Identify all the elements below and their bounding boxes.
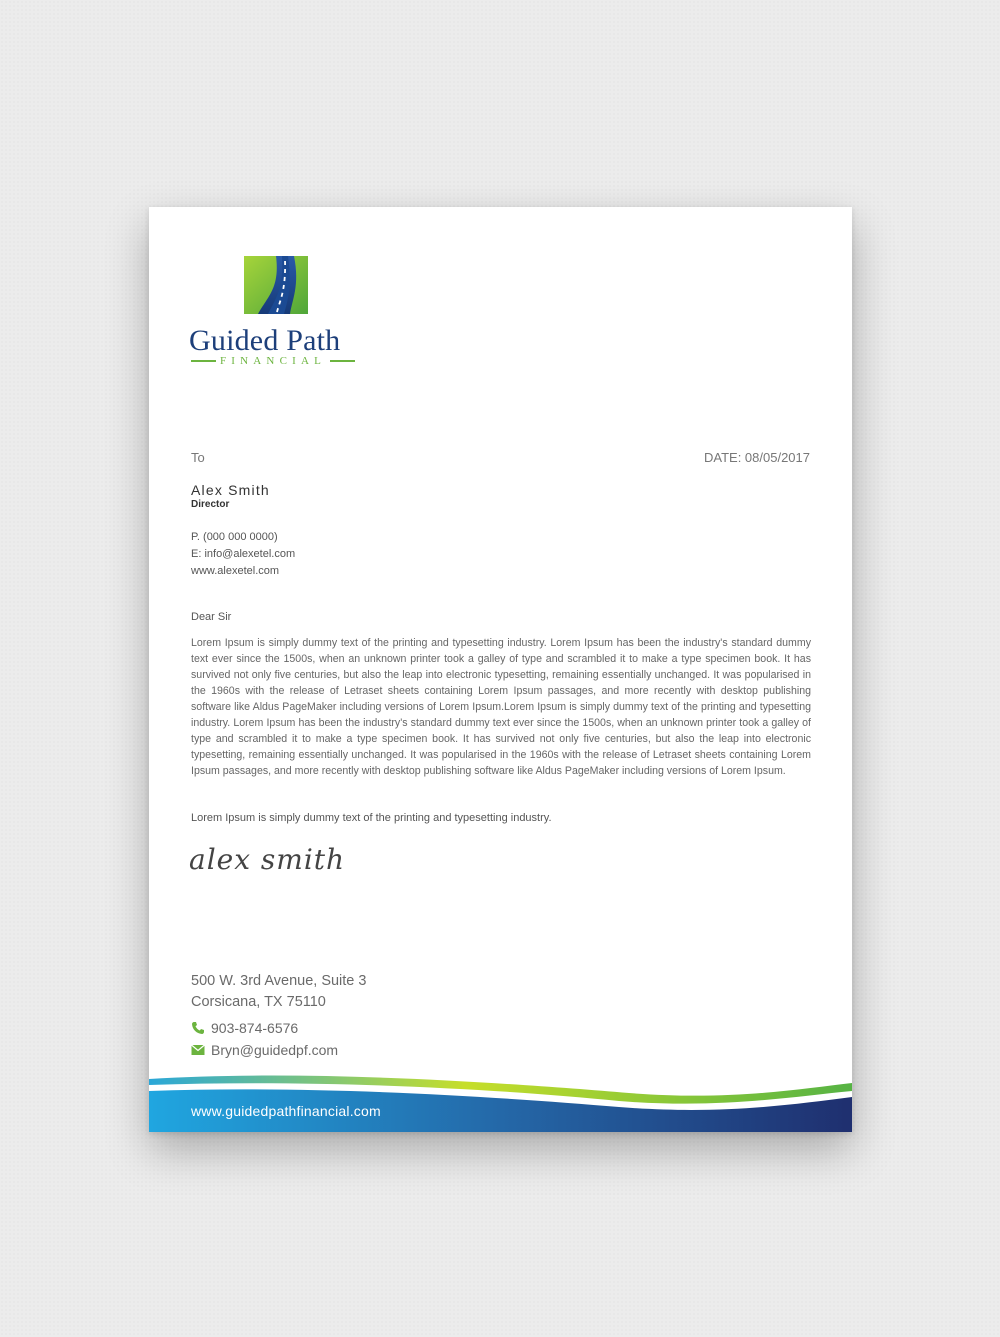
footer-address	[191, 971, 366, 1013]
letter-body: Lorem Ipsum is simply dummy text of the printing and typesetting industry. Lorem Ipsum has been the industry's standard dummy text ever since the 1500s, when an unknown printer took a galley of type and scrambled it to make a type specimen book. It has survived not only five centuries, but also the leap into electronic typesetting, remaining essentially unchanged. It was popularised in the 1960s with the release of Letraset sheets containing Lorem Ipsum passages, and more recently with desktop publishing software like Aldus PageMaker including versions of Lorem Ipsum.Lorem Ipsum is simply dummy text of the printing and typesetting industry. Lorem Ipsum has been the industry's standard dummy text ever since the 1500s, when an unknown printer took a galley of type and scrambled it to make a type specimen book. It has survived not only five centuries, but also the leap into electronic typesetting, remaining essentially unchanged. It was popularised in the 1960s with the release of Letraset sheets containing Lorem Ipsum passages, and more recently with desktop publishing software like Aldus PageMaker including versions of Lorem Ipsum.	[191, 637, 811, 777]
letter-date: DATE: 08/05/2017	[704, 450, 810, 465]
letter-closing: Lorem Ipsum is simply dummy text of the printing and typesetting industry.	[191, 812, 552, 824]
road-path-icon	[244, 252, 308, 316]
address-line-1: 500 W. 3rd Avenue, Suite 3	[191, 973, 367, 989]
recipient-title: Director	[191, 499, 230, 510]
signature: alex smith	[189, 843, 346, 876]
footer-phone-text: 903-874-6576	[211, 1020, 299, 1036]
envelope-icon	[191, 1044, 205, 1056]
address-line-2: Corsicana, TX 75110	[191, 994, 326, 1010]
phone-icon	[191, 1021, 205, 1035]
recipient-contact	[191, 529, 295, 580]
footer-wave	[149, 1067, 852, 1132]
footer-email	[191, 1042, 338, 1058]
recipient-phone: P. (000 000 0000)	[191, 531, 278, 543]
recipient-name: Alex Smith	[191, 482, 270, 498]
company-name: Guided Path	[189, 324, 341, 357]
company-logo	[189, 252, 359, 372]
company-subtitle	[191, 355, 355, 367]
recipient-website: www.alexetel.com	[191, 565, 280, 577]
salutation: Dear Sir	[191, 611, 232, 623]
footer-phone	[191, 1020, 298, 1036]
letterhead-sheet	[149, 207, 852, 1132]
footer-email-text: Bryn@guidedpf.com	[211, 1042, 339, 1058]
to-label: To	[191, 450, 205, 465]
footer-website[interactable]: www.guidedpathfinancial.com	[191, 1103, 381, 1119]
recipient-email: E: info@alexetel.com	[191, 548, 296, 560]
company-subtitle-text: FINANCIAL	[219, 355, 327, 367]
